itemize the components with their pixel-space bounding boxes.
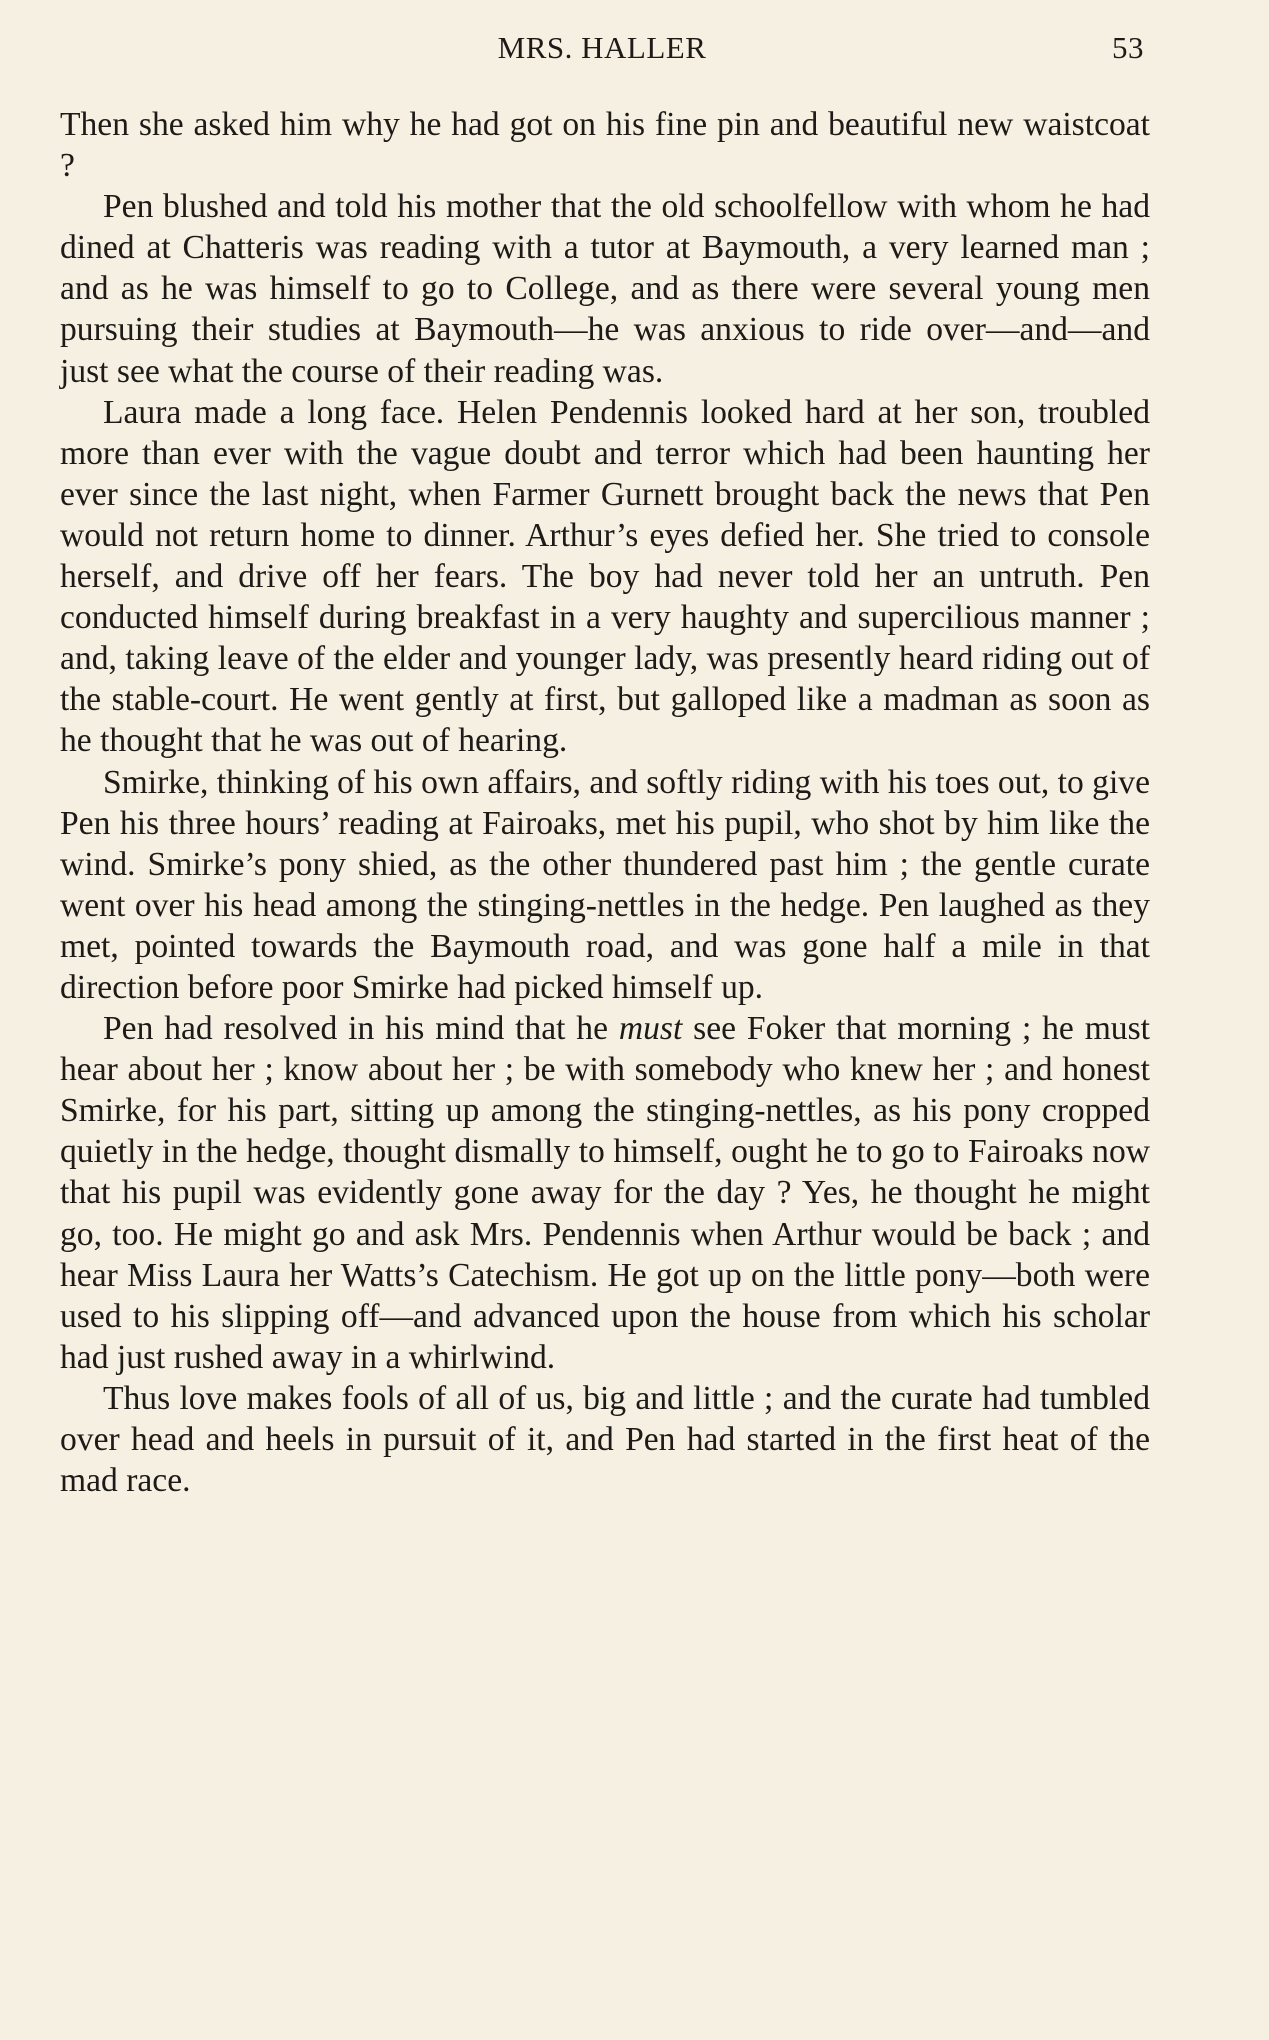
page-number: 53 — [1112, 30, 1144, 65]
paragraph-5-text-before: Pen had resolved in his mind that he — [103, 1010, 619, 1048]
running-title: MRS. HALLER — [497, 30, 707, 65]
paragraph-4: Smirke, thinking of his own affairs, and softly riding with his toes out, to give Pen his three hours’ reading at Fairoaks, met his pupil, who shot by him like the wind. Smirke’s pony shied, as the other thundered past him ; the gentle curate went over his head among the stinging-nettles in the hedge. Pen laughed as they met, pointed towards the Baymouth road, and was gone half a mile in that direction before poor Smirke had picked himself up. — [60, 763, 1150, 1006]
paragraph-3: Laura made a long face. Helen Pendennis looked hard at her son, troubled more than ever with the vague doubt and terror which had been haunting her ever since the last night, when Farmer Gurnett brought back the news that Pen would not return home to dinner. Arthur’s eyes defied her. She tried to console herself, and drive off her fears. The boy had never told her an untruth. Pen conducted himself during breakfast in a very haughty and supercilious manner ; and, taking leave of the elder and younger lady, was presently heard riding out of the stable-court. He went gently at first, but galloped like a madman as soon as he thought that he was out of hearing. — [60, 393, 1150, 760]
paragraph-5-text-after: see Foker that morning ; he must hear about her ; know about her ; be with somebody who knew her ; and honest Smirke, for his part, sitting up among the stinging-nettles, as his pony cropped quietly in the hedge, thought dismally to himself, ought he to go to Fairoaks now that his pupil was evidently gone away for the day ? Yes, he thought he might go, too. He might go and ask Mrs. Pendennis when Arthur would be back ; and hear Miss Laura her Watts’s Catechism. He got up on the little pony—both were used to his slipping off—and advanced upon the house from which his scholar had just rushed away in a whirlwind. — [60, 1010, 1150, 1376]
paragraph-6: Thus love makes fools of all of us, big and little ; and the curate had tumbled over head and heels in pursuit of it, and Pen had started in the first heat of the mad race. — [60, 1379, 1150, 1500]
paragraph-5 — [60, 1008, 1150, 1378]
body-text — [60, 104, 1150, 1501]
running-head — [60, 30, 1144, 74]
paragraph-2: Pen blushed and told his mother that the old schoolfellow with whom he had dined at Chatteris was reading with a tutor at Baymouth, a very learned man ; and as he was himself to go to College, and as there were several young men pursuing their studies at Baymouth—he was anxious to ride over—and—and just see what the course of their reading was. — [60, 188, 1150, 390]
paragraph-1: Then she asked him why he had got on his fine pin and beautiful new waistcoat ? — [60, 106, 1150, 185]
italic-emphasis-must: must — [618, 1010, 683, 1048]
